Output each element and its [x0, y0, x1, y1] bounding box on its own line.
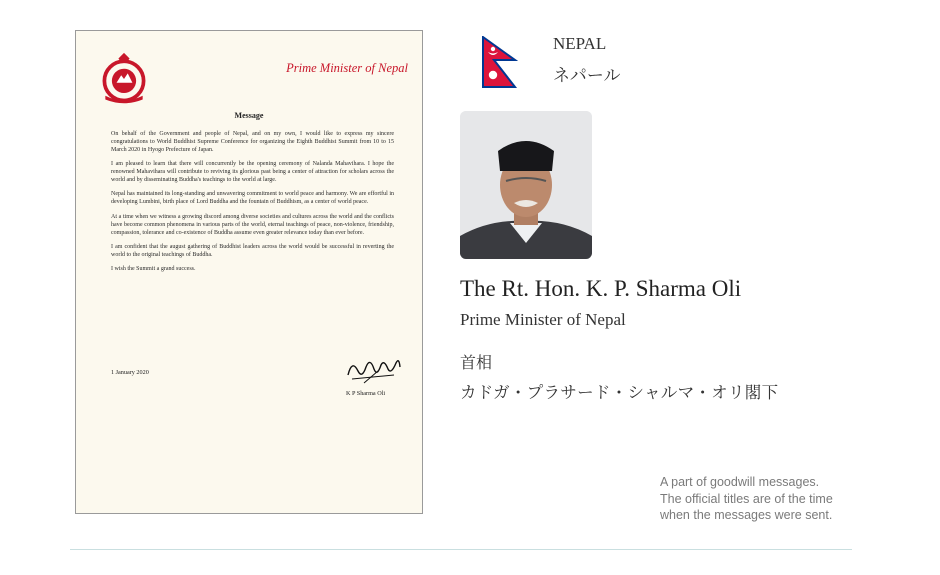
footnote-line: A part of goodwill messages.: [660, 475, 820, 489]
letter-paragraph: I am confident that the august gathering of Buddhist leaders across the world would be successful in reverting the world to the original teachings of Buddha.: [111, 243, 394, 258]
bottom-divider: [70, 549, 852, 550]
letter-paragraph: At a time when we witness a growing discord among diverse societies and cultures across the world and the conflicts have become common phenomena in various parts of the world, eternal teachings of peace, non-violence, friendship, compassion, tolerance and co-existence of Buddha assume even greater relevance today than ever before.: [111, 213, 394, 236]
nepal-emblem-icon: [96, 51, 152, 107]
letter-paragraph: Nepal has maintained its long-standing and unwavering commitment to world peace and harmony. We are effortful in developing Lumbini, birth place of Lord Buddha and the fountain of Buddhism, as a center of world peace.: [111, 191, 394, 206]
message-letter: [75, 30, 423, 514]
letter-paragraph: I wish the Summit a grand success.: [111, 266, 196, 273]
signature-image: [344, 349, 404, 385]
letter-body: [111, 131, 394, 281]
country-name-en: NEPAL: [553, 34, 607, 53]
person-title-ja: 首相: [460, 353, 493, 372]
letter-date: 1 January 2020: [111, 369, 149, 376]
office-heading: Prime Minister of Nepal: [286, 61, 408, 75]
footnote: [660, 474, 833, 524]
person-name-ja: カドガ・プラサード・シャルマ・オリ閣下: [460, 383, 779, 402]
letter-paragraph: On behalf of the Government and people of Nepal, and on my own, I would like to express my sincere congratulations to World Buddhist Supreme Conference for organizing the Eighth Buddhist Summit from 10 to 15 March 2020 in Hyogo Prefecture of Japan.: [111, 131, 394, 153]
letter-signer: K P Sharma Oli: [346, 390, 386, 397]
person-name-en: The Rt. Hon. K. P. Sharma Oli: [460, 276, 742, 301]
footnote-line: The official titles are of the time: [660, 491, 833, 506]
letter-title: Message: [234, 111, 264, 120]
portrait-photo: [460, 111, 592, 259]
nepal-flag-icon: [482, 36, 518, 88]
person-portrait-icon: [460, 111, 592, 259]
footnote-line: when the messages were sent.: [660, 508, 833, 522]
country-name-ja: ネパール: [553, 66, 621, 86]
person-title-en: Prime Minister of Nepal: [460, 310, 626, 329]
letter-paragraph: I am pleased to learn that there will concurrently be the opening ceremony of Nalanda Mahavihara. I hope the renowned Mahavihara will contribute to reviving its glorious past being a center of attraction for scholars across the world and by disseminating Buddha's teachings to the world at large.: [111, 161, 394, 184]
